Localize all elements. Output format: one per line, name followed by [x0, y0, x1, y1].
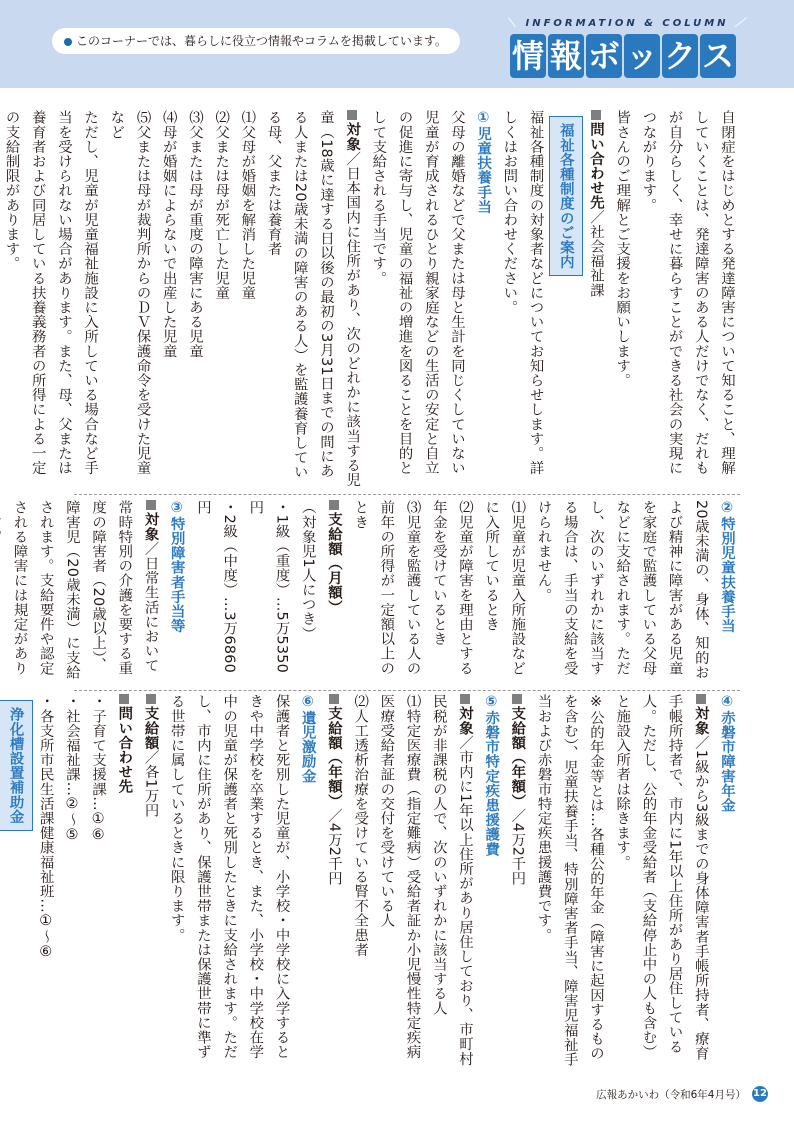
pension-note: ※公的年金等とは…各種公的年金（障害に起因するものを含む）、児童扶養手当、特別障害者手当、障害児福祉手当および赤磐市特定疾患援護費です。: [535, 694, 604, 1067]
target-line: [426, 694, 478, 1068]
special-allowance-column: [11, 500, 740, 686]
support-paragraph: 皆さんのご理解とご支援をお願いします。: [614, 110, 631, 388]
target-line: [0, 500, 164, 686]
amount-label: 支給額（年額）: [509, 706, 526, 809]
exclusion-item: ⑴児童が児童入所施設などに入所しているとき: [483, 500, 526, 676]
autism-paragraph: 自閉症をはじめとする発達障害について知ること、理解していくことは、発達障害のある人だけでなく、だれもが自分らしく、幸せに暮らすことができる社会の実現につながります。: [640, 110, 735, 475]
orphan-grant-heading: ⑥遺児激励金: [299, 694, 316, 784]
square-icon: [696, 694, 706, 704]
amount-item: ・1級（重度）…5万5350円: [247, 500, 290, 673]
contact-line: [111, 694, 137, 1068]
condition-item: ⑶父または母が重度の障害にある児童: [186, 110, 203, 359]
divider: [74, 690, 740, 691]
target-label: 対象: [692, 706, 709, 736]
child-allowance-text: 父母の離婚などで父または母と生計を同じくしていない児童が育成されるひとり親家庭などの生活の安定と自立の促進に寄与し、児童の福祉の増進を図ることを目的として支給される手当です。: [370, 110, 465, 475]
intro-banner: [52, 28, 460, 54]
exclusion-item: ⑵児童が障害を理由とする年金を受けているとき: [430, 500, 473, 676]
bullet-icon: [64, 38, 72, 46]
condition-item: ⑴父母が婚姻を解消した児童: [239, 110, 256, 300]
contact-item: ・社会福祉課…②〜⑤: [63, 694, 80, 844]
amount-item: ・2級（中度）…3万6860円: [194, 500, 238, 673]
amount-line: [137, 694, 163, 1068]
square-icon: [512, 694, 522, 704]
special-allowance-text: 20歳未満の、身体、知的および精神に障害がある児童を家庭で監護している父母などに支給されます。ただし、次のいずれかに該当する場合は、手当の支給を受けられません。: [535, 500, 709, 680]
title-char: 情: [510, 34, 546, 78]
square-icon: [460, 694, 470, 704]
amount-value: ／4万2千円: [325, 808, 342, 886]
contact-value: ／社会福祉課: [587, 209, 604, 298]
square-icon: [146, 500, 156, 510]
contact-label: 問い合わせ先: [116, 706, 133, 794]
condition-item: ⑷母が婚姻によらないで出産した児童: [160, 110, 177, 359]
page-footer: [596, 1086, 768, 1102]
amount-value: ／4万2千円: [509, 808, 526, 886]
target-label: 対象: [142, 512, 159, 542]
contact-line: [583, 110, 609, 488]
title-char: ボ: [586, 34, 622, 78]
target-text: ／市内に1年以上住所があり居住しており、市町村民税が非課税の人で、次のいずれかに該当する人: [430, 694, 473, 1066]
special-allowance-heading: ②特別児童扶養手当: [719, 500, 735, 633]
title-char: 報: [548, 34, 584, 78]
condition-item: ⑵父または母が死亡した児童: [213, 110, 230, 300]
target-text: ／日常生活において常時特別の介護を要する重度の障害者（20歳以上）、障害児（20歳未満）に支給されます。支給要件や認定される障害には規定があり: [11, 500, 159, 680]
contact-item: ・各支所市民生活課健康福祉班…①〜⑥: [37, 694, 54, 960]
publication-name: 広報あかいわ（令和6年4月号）: [596, 1088, 746, 1101]
exclusion-item: ⑶児童を監護している人の前年の所得が一定額以上のとき: [352, 500, 421, 676]
title-char: ク: [662, 34, 698, 78]
amount-line: [504, 694, 530, 1068]
child-allowance-heading: ①児童扶養手当: [475, 110, 492, 214]
band-welfare: [3, 110, 740, 490]
target-line: [609, 694, 714, 1068]
condition-item: ⑵人工透析治療を受けている腎不全患者: [352, 694, 369, 957]
welfare-heading: 福祉各種制度のご案内: [549, 116, 583, 276]
square-icon: [329, 500, 339, 510]
amount-line: [321, 500, 347, 686]
amount-line: [321, 694, 347, 1068]
contact-item: ・子育て支援課…①⑥: [90, 694, 107, 844]
intro-text: このコーナーでは、暮らしに役立つ情報やコラムを掲載しています。: [76, 34, 447, 48]
target-text: ／1級から3級までの身体障害者手帳所持者、療育手帳所持者で、市内に1年以上住所があり居住している人。ただし、公的年金受給者（支給停止中の人も含む）と施設入所者は除きます。: [614, 694, 709, 1061]
title-char: ッ: [624, 34, 660, 78]
disability-allowance-heading: ③特別障害者手当等: [168, 500, 185, 633]
target-label: 対象: [456, 706, 473, 736]
welfare-column: [3, 110, 740, 490]
target-label: 対象: [344, 122, 361, 152]
pension-septic-column: [7, 694, 740, 1068]
band-pension-septic: [7, 694, 740, 1068]
amount-label: 支給額: [142, 706, 159, 750]
amount-label: 支給額（年額）: [325, 706, 342, 809]
disease-aid-heading: ⑤赤磐市特定疾患援護費: [483, 694, 500, 857]
square-icon: [119, 694, 129, 704]
orphan-grant-text: 保護者と死別した児童が、小学校・中学校に入学するときや中学校を卒業するとき、また、小学校・中学校在学中の児童が保護者と死別したときに支給されます。ただし、市内に住所があり、保護世帯または保護世帯に準ずる世帯に属しているときに限ります。: [168, 694, 290, 1059]
target-line: [260, 110, 365, 488]
section-label-text: INFORMATION & COLUMN: [525, 18, 729, 29]
page-title: [510, 34, 736, 78]
square-icon: [347, 110, 357, 120]
section-label: ＼ INFORMATION & COLUMN ／: [506, 18, 749, 29]
limit-note: ただし、児童が児童福祉施設に入所している場合など手当を受けられない場合があります。また、母、父または養育者および同居している扶養義務者の所得による一定の支給制限があります。: [3, 110, 99, 475]
pension-heading: ④赤磐市障害年金: [719, 694, 735, 813]
amount-subhead: （対象児1人につき）: [299, 500, 316, 641]
band-special-allowance: [11, 500, 740, 686]
page-number: 12: [752, 1086, 768, 1102]
square-icon: [329, 694, 339, 704]
square-icon: [591, 110, 601, 120]
amount-value: ／各1万円: [142, 749, 159, 818]
condition-item: ⑸父または母が裁判所からのＤＶ保護命令を受けた児童 など: [108, 110, 151, 490]
septic-heading: 浄化槽設置補助金: [0, 700, 33, 831]
square-icon: [146, 694, 156, 704]
target-text: ／日本国内に住所があり、次のどれかに該当する児童（18歳に達する日以後の最初の3月31日までの間にある人または20歳未満の障害のある人）を監護養育している母、父または養育者: [265, 110, 361, 488]
divider: [74, 494, 740, 495]
condition-item: ⑴特定医療費（指定難病）受給者証か小児慢性特定疾病医療受給者証の交付を受けている人: [378, 694, 421, 1059]
welfare-intro: 福祉各種制度の対象者などについてお知らせします。詳しくはお問い合わせください。: [501, 110, 544, 475]
contact-label: 問い合わせ先: [587, 122, 604, 210]
title-char: ス: [700, 34, 736, 78]
amount-label: 支給額（月額）: [325, 512, 342, 615]
